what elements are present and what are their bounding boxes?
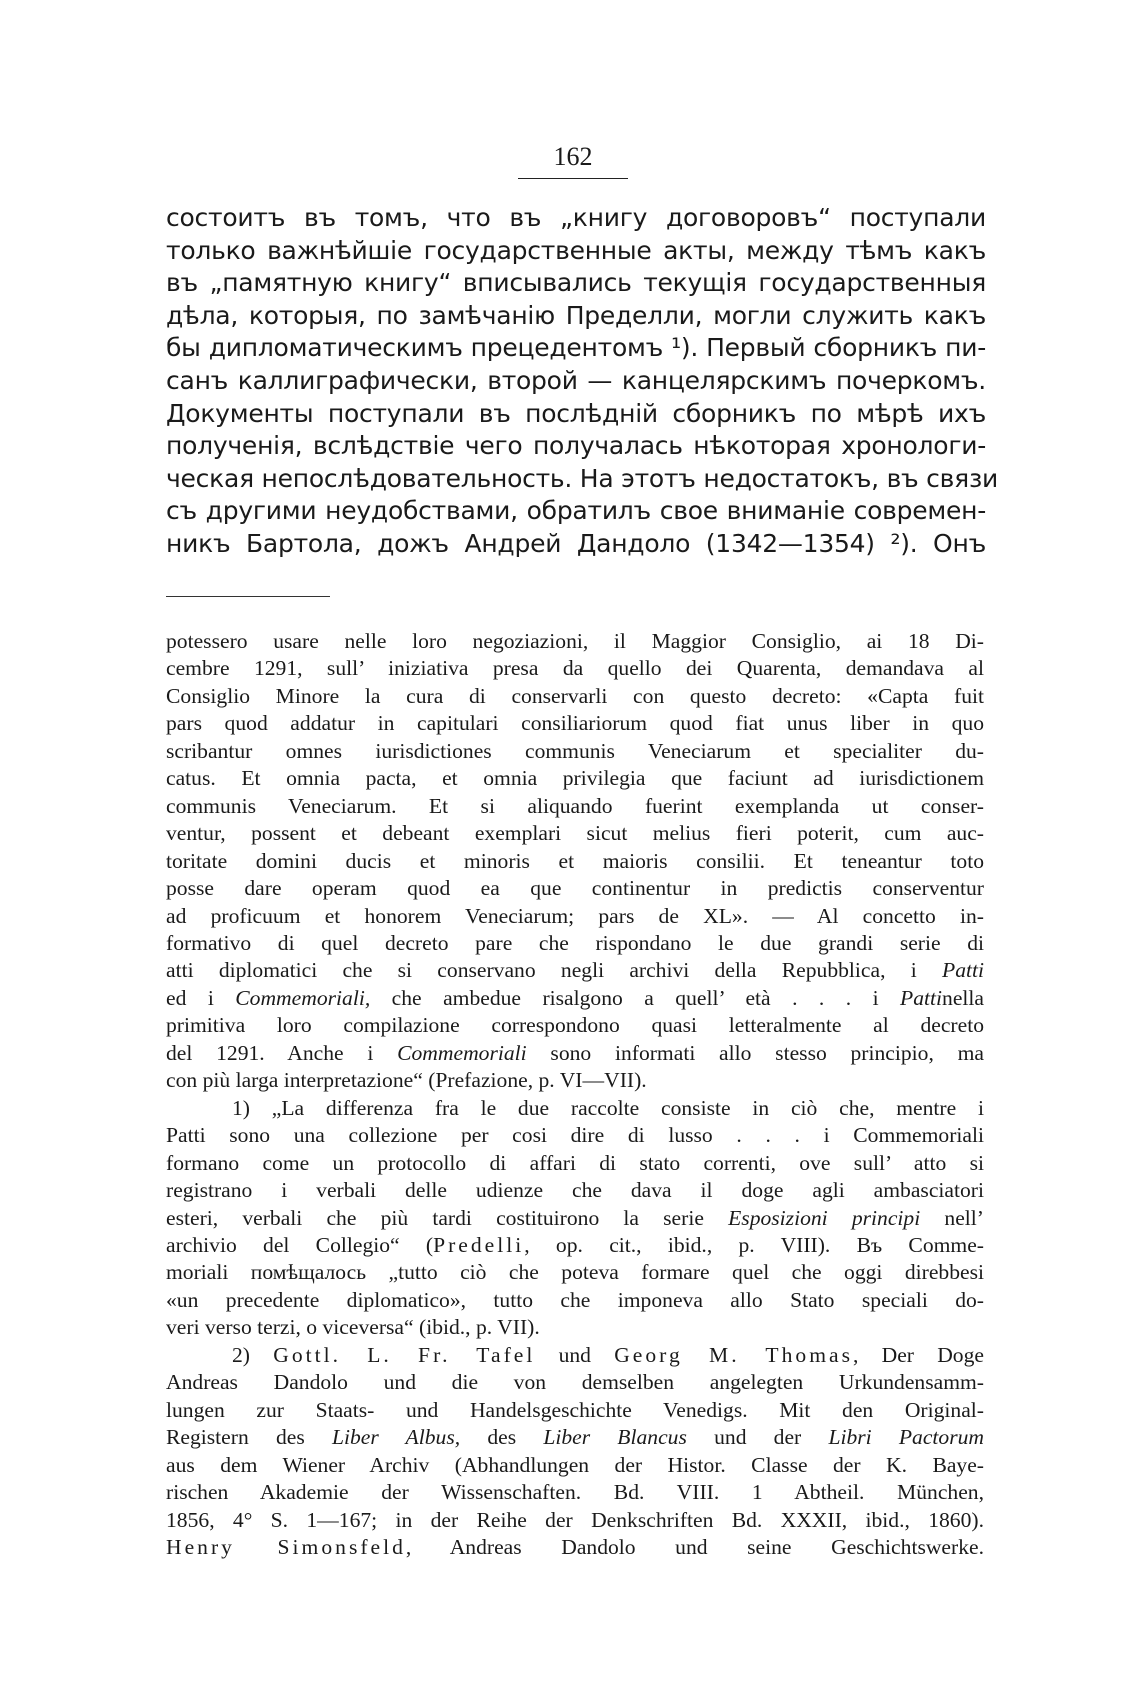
footnote-text: nella <box>942 985 984 1010</box>
footnote-separator <box>166 596 330 597</box>
footnote-line: con più larga interpretazione“ (Prefazione, p. VI—VII). <box>166 1068 647 1093</box>
italic-title: Commemoriali <box>397 1040 527 1065</box>
footnote-line: scribantur omnes iurisdictiones communis Veneciarum et specialiter du- <box>166 738 984 763</box>
italic-title: Libri Pactorum <box>828 1425 985 1450</box>
footnote-text: Registern des <box>166 1425 305 1450</box>
footnote-line: ventur, possent et debeant exemplari sicut melius fieri poterit, cum auc- <box>166 821 984 846</box>
main-text-line: въ „памятную книгу“ вписывались текущія государственныя <box>166 268 986 298</box>
footnote-2 <box>166 1342 984 1562</box>
footnote-text: , Der Doge <box>853 1342 984 1367</box>
footnote-line: «un precedente diplomatico», tutto che imponeva allo Stato speciali do- <box>166 1287 984 1312</box>
footnote-line: 1) „La differenza fra le due raccolte consiste in ciò che, mentre i <box>232 1095 984 1120</box>
footnote-text: ed i <box>166 985 214 1010</box>
footnote-text: und <box>558 1342 591 1367</box>
footnote-line: Patti sono una collezione per cosi dire di lusso . . . i Commemoriali <box>166 1123 984 1148</box>
footnote-line: posse dare operam quod ea que continentur in predictis conserventur <box>166 876 984 901</box>
footnote-line: lungen zur Staats- und Handelsgeschichte Venedigs. Mit den Original- <box>166 1397 984 1422</box>
footnote-text: , Andreas Dandolo und seine Geschichtswerke. <box>405 1534 984 1559</box>
footnote-line <box>166 1040 984 1067</box>
footnote-text: , op. cit., ibid., p. VIII). Въ Comme- <box>524 1232 984 1257</box>
footnote-line: Consiglio Minore la cura di conservarli con questo decreto: «Capta fuit <box>166 683 984 708</box>
footnote-text: del 1291. Anche i <box>166 1040 374 1065</box>
footnote-line: primitiva loro compilazione correspondono quasi letteralmente al decreto <box>166 1013 984 1038</box>
author-name: Predelli <box>433 1232 525 1257</box>
main-text-line: Документы поступали въ послѣдній сборникъ по мѣрѣ ихъ <box>166 398 986 428</box>
footnote-line: toritate domini ducis et minoris et maioris consilii. Et teneantur toto <box>166 848 984 873</box>
footnote-line: potessero usare nelle loro negoziazioni, il Maggior Consiglio, ai 18 Di- <box>166 629 984 653</box>
footnotes <box>166 628 984 1561</box>
footnote-line: aus dem Wiener Archiv (Abhandlungen der Histor. Classe der K. Baye- <box>166 1452 984 1477</box>
footnote-line <box>166 985 984 1012</box>
footnote-text: nell’ <box>944 1205 984 1230</box>
footnote-line <box>166 1424 984 1451</box>
footnote-line <box>166 1205 984 1232</box>
footnote-continuation <box>166 628 984 1095</box>
footnote-line: communis Veneciarum. Et si aliquando fuerint exemplanda ut conser- <box>166 793 984 818</box>
footnote-line: veri verso terzi, o viceversa“ (ibid., p. VII). <box>166 1315 540 1340</box>
footnote-line <box>166 957 984 984</box>
italic-title: Commemoriali, <box>235 985 371 1010</box>
footnote-line <box>166 1534 984 1561</box>
footnote-line: moriali помѣщалось „tutto ciò che poteva formare quel che oggi direbbesi <box>166 1260 984 1285</box>
footnote-line: cembre 1291, sull’ iniziativa presa da quello dei Quarenta, demandava al <box>166 656 984 681</box>
footnote-text: che ambedue risalgono a quell’ età . . . i <box>391 985 879 1010</box>
main-text-line: съ другими неудобствами, обратилъ свое вниманіе современ- <box>166 496 986 526</box>
main-text-line: никъ Бартола, дожъ Андрей Дандоло (1342—1354) ²). Онъ <box>166 528 986 558</box>
author-name: Henry Simonsfeld <box>166 1534 406 1559</box>
footnote-1 <box>166 1095 984 1342</box>
footnote-line: catus. Et omnia pacta, et omnia privilegia que faciunt ad iurisdictionem <box>166 766 984 791</box>
italic-title: Patti <box>900 985 943 1010</box>
footnote-line <box>166 1342 984 1369</box>
footnote-text: 2) <box>232 1342 250 1367</box>
footnote-text: und der <box>714 1425 802 1450</box>
page-number-underline <box>518 178 628 179</box>
main-text-line: ческая непослѣдовательность. На этотъ недостатокъ, въ связи <box>166 463 998 493</box>
main-text-line: санъ каллиграфически, второй — канцелярскимъ почеркомъ. <box>166 365 986 395</box>
footnote-line: pars quod addatur in capitulari consiliariorum quod fiat unus liber in quo <box>166 711 984 736</box>
footnote-text: esteri, verbali che più tardi costituirono la serie <box>166 1205 704 1230</box>
footnote-line: formativo di quel decreto pare che rispondano le due grandi serie di <box>166 930 984 955</box>
author-name: Gottl. L. Fr. Tafel <box>273 1342 536 1367</box>
italic-title: Esposizioni principi <box>728 1205 921 1230</box>
footnote-line: 1856, 4° S. 1—167; in der Reihe der Denkschriften Bd. XXXII, ibid., 1860). <box>166 1507 984 1532</box>
footnote-line: formano come un protocollo di affari di stato correnti, ove sull’ atto si <box>166 1150 984 1175</box>
footnote-text: atti diplomatici che si conservano negli archivi della Repubblica, i <box>166 958 917 983</box>
footnote-line: registrano i verbali delle udienze che dava il doge agli ambasciatori <box>166 1178 984 1203</box>
italic-title: Liber Blancus <box>543 1425 687 1450</box>
main-text-line: полученія, вслѣдствіе чего получалась нѣкоторая хронологи- <box>166 431 986 461</box>
footnote-line: ad proficuum et honorem Veneciarum; pars de XL». — Al concetto in- <box>166 903 984 928</box>
footnote-text: sono informati allo stesso principio, ma <box>550 1040 984 1065</box>
italic-title: Patti <box>942 958 984 983</box>
footnote-line <box>166 1232 984 1259</box>
footnote-text: archivio del Collegio“ ( <box>166 1232 434 1257</box>
author-name: Georg M. Thomas <box>614 1342 853 1367</box>
main-text-line: состоитъ въ томъ, что въ „книгу договоровъ“ поступали <box>166 203 986 232</box>
footnote-text: des <box>487 1425 517 1450</box>
footnote-line: Andreas Dandolo und die von demselben angelegten Urkundensamm- <box>166 1370 984 1395</box>
main-text <box>166 202 998 561</box>
footnote-line: rischen Akademie der Wissenschaften. Bd. VIII. 1 Abtheil. München, <box>166 1480 984 1505</box>
main-text-line: дѣла, которыя, по замѣчанію Пределли, могли служить какъ <box>166 300 986 330</box>
main-text-line: бы дипломатическимъ прецедентомъ ¹). Первый сборникъ пи- <box>166 333 986 363</box>
italic-title: Liber Albus, <box>331 1425 461 1450</box>
main-text-line: только важнѣйшіе государственные акты, между тѣмъ какъ <box>166 235 986 265</box>
page-number: 162 <box>553 142 593 171</box>
